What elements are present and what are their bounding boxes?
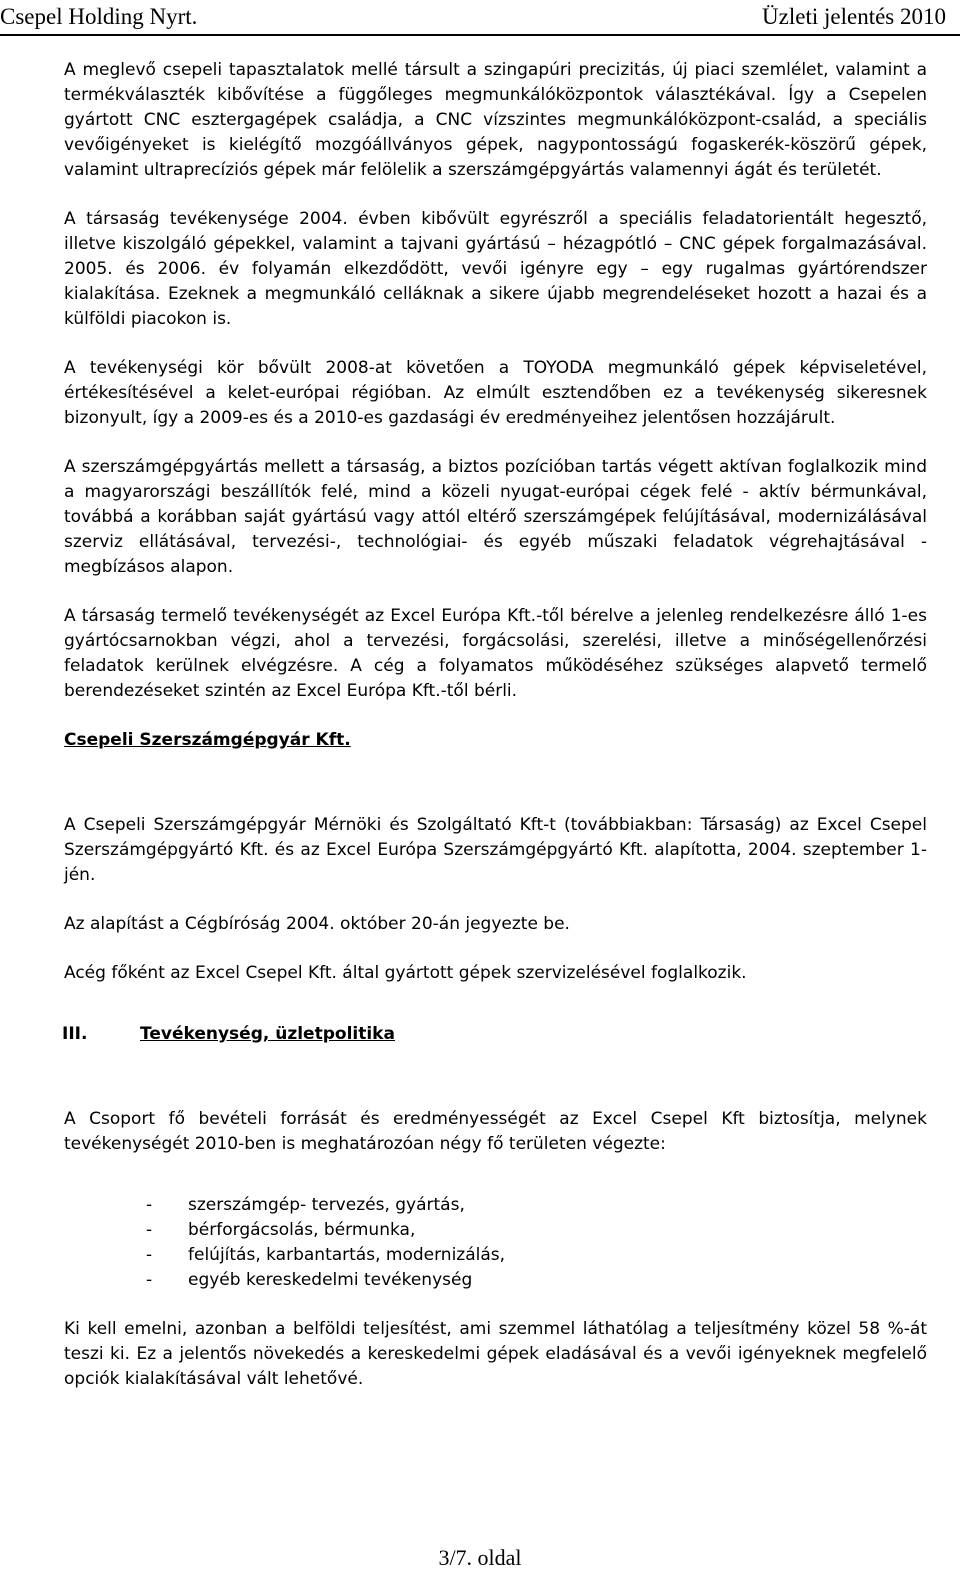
paragraph: A társaság termelő tevékenységét az Excel Európa Kft.-től bérelve a jelenleg rendelkezésre álló 1-es gyártócsarnokban végzi, ahol a tervezési, forgácsolási, szerelési, illetve a minőségellenőrzési feladatok kerülnek elvégzésre. A cég a folyamatos működéséhez szükséges alapvető termelő berendezéseket szintén az Excel Európa Kft.-től bérli. bbox=[64, 606, 927, 701]
paragraph: Acég főként az Excel Csepel Kft. által gyártott gépek szervizelésével foglalkozik. bbox=[64, 963, 747, 983]
activity-list bbox=[146, 1193, 927, 1293]
paragraph: A Csoport fő bevételi forrását és eredményességét az Excel Csepel Kft biztosítja, melynek tevékenységét 2010-ben is meghatározóan négy fő területen végezte: bbox=[64, 1109, 927, 1154]
paragraph: A társaság tevékenysége 2004. évben kibővült egyrészről a speciális feladatorientált hegesztő, illetve kiszolgáló gépekkel, valamint a tajvani gyártású – hézagpótló – CNC gépek forgalmazásával. 2005. és 2006. év folyamán elkezdődött, vevői igényre egy – egy rugalmas gyártórendszer kialakítása. Ezeknek a megmunkáló celláknak a sikere újabb megrendeléseket hozott a hazai és a külföldi piacokon is. bbox=[64, 209, 927, 329]
page-header bbox=[0, 0, 960, 36]
section-number: III. bbox=[62, 1024, 88, 1044]
paragraph: Az alapítást a Cégbíróság 2004. október 20-án jegyezte be. bbox=[64, 914, 570, 934]
list-item: - szerszámgép- tervezés, gyártás, bbox=[146, 1195, 465, 1215]
section-title: Tevékenység, üzletpolitika bbox=[140, 1024, 395, 1044]
header-rule bbox=[0, 34, 960, 36]
list-item: - egyéb kereskedelmi tevékenység bbox=[146, 1270, 473, 1290]
paragraph: Ki kell emelni, azonban a belföldi teljesítést, ami szemmel láthatólag a teljesítmény közel 58 %-át teszi ki. Ez a jelentős növekedés a kereskedelmi gépek eladásával és a vevői igényeknek megfelelő opciók kialakításával vált lehetővé. bbox=[64, 1319, 927, 1389]
paragraph: A meglevő csepeli tapasztalatok mellé társult a szingapúri precizitás, új piaci szemlélet, valamint a termékválaszték kibővítése a függőleges megmunkálóközpontok választékával. Így a Csepelen gyártott CNC esztergagépek családja, a CNC vízszintes megmunkálóközpont-család, a speciális vevőigényeket is kielégítő mozgóállványos gépek, nagypontosságú fogaskerék-köszörű gépek, valamint ultraprecíziós gépek már felölelik a szerszámgépgyártás valamennyi ágát és területét. bbox=[64, 60, 927, 180]
section-heading bbox=[62, 1022, 927, 1047]
paragraph: A szerszámgépgyártás mellett a társaság, a biztos pozícióban tartás végett aktívan foglalkozik mind a magyarországi beszállítók felé, mind a közeli nyugat-európai cégek felé - aktív bérmunkával, továbbá a korábban saját gyártású vagy attól eltérő szerszámgépek felújításával, modernizálásával szerviz ellátásával, tervezési-, technológiai- és egyéb műszaki feladatok végrehajtásával - megbízásos alapon. bbox=[64, 457, 927, 577]
report-title: Üzleti jelentés 2010 bbox=[762, 4, 946, 29]
company-heading: Csepeli Szerszámgépgyár Kft. bbox=[64, 730, 351, 750]
paragraph: A Csepeli Szerszámgépgyár Mérnöki és Szolgáltató Kft-t (továbbiakban: Társaság) az Excel Csepel Szerszámgépgyártó Kft. és az Excel Európa Szerszámgépgyártó Kft. alapította, 2004. szeptember 1-jén. bbox=[64, 815, 927, 885]
company-name: Csepel Holding Nyrt. bbox=[0, 4, 198, 29]
list-item: - bérforgácsolás, bérmunka, bbox=[146, 1220, 416, 1240]
paragraph: A tevékenységi kör bővült 2008-at követően a TOYODA megmunkáló gépek képviseletével, értékesítésével a kelet-európai régióban. Az elmúlt esztendőben ez a tevékenység sikeresnek bizonyult, így a 2009-es és a 2010-es gazdasági év eredményeihez jelentősen hozzájárult. bbox=[64, 358, 927, 428]
document-body bbox=[64, 58, 927, 1392]
list-item: - felújítás, karbantartás, modernizálás, bbox=[146, 1245, 506, 1265]
page-number: 3/7. oldal bbox=[438, 1545, 522, 1570]
